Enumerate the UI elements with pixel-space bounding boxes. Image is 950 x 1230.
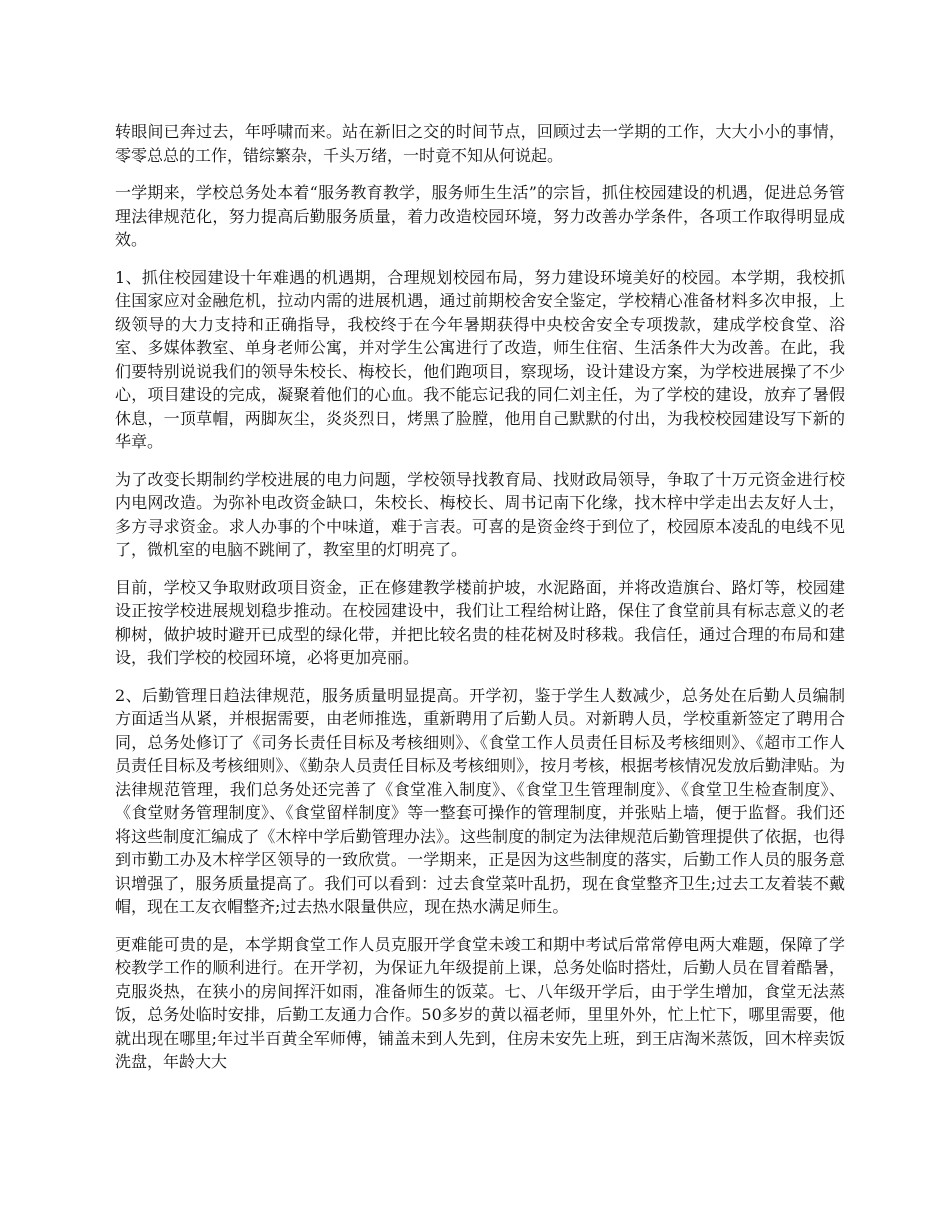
paragraph-power-grid: 为了改变长期制约学校进展的电力问题，学校领导找教育局、找财政局领导，争取了十万元资金进行校内电网改造。为弥补电改资金缺口，朱校长、梅校长、周书记南下化缘，找木梓中学走出去友好人士，多方寻求资金。求人办事的个中味道，难于言表。可喜的是资金终于到位了，校园原本凌乱的电线不见了，微机室的电脑不跳闸了，教室里的灯明亮了。 (115, 469, 845, 559)
paragraph-campus-construction: 1、抓住校园建设十年难遇的机遇期，合理规划校园布局，努力建设环境美好的校园。本学期，我校抓住国家应对金融危机，拉动内需的进展机遇，通过前期校舍安全鉴定，学校精心准备材料多次申报，上级领导的大力支持和正确指导，我校终于在今年暑期获得中央校舍安全专项拨款，建成学校食堂、浴室、多媒体教室、单身老师公寓，并对学生公寓进行了改造，师生住宿、生活条件大为改善。在此，我们要特别说说我们的领导朱校长、梅校长，他们跑项目，察现场，设计建设方案，为学校进展操了不少心，项目建设的完成，凝聚着他们的心血。我不能忘记我的同仁刘主任，为了学校的建设，放弃了暑假休息，一顶草帽，两脚灰尘，炎炎烈日，烤黑了脸膛，他用自己默默的付出，为我校校园建设写下新的华章。 (115, 267, 845, 451)
paragraph-intro: 转眼间已奔过去，年呼啸而来。站在新旧之交的时间节点，回顾过去一学期的工作，大大小小的事情，零零总总的工作，错综繁杂，千头万绪，一时竟不知从何说起。 (115, 122, 845, 165)
paragraph-overview: 一学期来，学校总务处本着“服务教育教学，服务师生生活”的宗旨，抓住校园建设的机遇，促进总务管理法律规范化，努力提高后勤服务质量，着力改造校园环境，努力改善办学条件，各项工作取得明显成效。 (115, 183, 845, 249)
paragraph-current-projects: 目前，学校又争取财政项目资金，正在修建教学楼前护坡，水泥路面，并将改造旗台、路灯等，校园建设正按学校进展规划稳步推动。在校园建设中，我们让工程给树让路，保住了食堂前具有标志意义的老柳树，做护坡时避开已成型的绿化带，并把比较名贵的桂花树及时移栽。我信任，通过合理的布局和建设，我们学校的校园环境，必将更加亮丽。 (115, 577, 845, 667)
document-body (115, 120, 845, 1088)
paragraph-canteen-staff: 更难能可贵的是，本学期食堂工作人员克服开学食堂未竣工和期中考试后常常停电两大难题，保障了学校教学工作的顺利进行。在开学初，为保证九年级提前上课，总务处临时搭灶，后勤人员在冒着酷暑，克服炎热，在狭小的房间挥汗如雨，准备师生的饭菜。七、八年级开学后，由于学生增加，食堂无法蒸饭，总务处临时安排，后勤工友通力合作。50多岁的黄以福老师，里里外外，忙上忙下，哪里需要，他就出现在哪里;年过半百黄全军师傅，铺盖未到人先到，住房未安先上班，到王店淘米蒸饭，回木梓卖饭洗盘，年龄大大 (115, 934, 845, 1071)
paragraph-logistics-management: 2、后勤管理日趋法律规范，服务质量明显提高。开学初，鉴于学生人数减少，总务处在后勤人员编制方面适当从紧，并根据需要，由老师推选，重新聘用了后勤人员。对新聘人员，学校重新签定了聘用合同，总务处修订了《司务长责任目标及考核细则》、《食堂工作人员责任目标及考核细则》、《超市工作人员责任目标及考核细则》、《勤杂人员责任目标及考核细则》，按月考核，根据考核情况发放后勤津贴。为法律规范管理，我们总务处还完善了《食堂准入制度》、《食堂卫生管理制度》、《食堂卫生检查制度》、《食堂财务管理制度》、《食堂留样制度》等一整套可操作的管理制度，并张贴上墙，便于监督。我们还将这些制度汇编成了《木梓中学后勤管理办法》。这些制度的制定为法律规范后勤管理提供了依据，也得到市勤工办及木梓学区领导的一致欣赏。一学期来，正是因为这些制度的落实，后勤工作人员的服务意识增强了，服务质量提高了。我们可以看到：过去食堂菜叶乱扔，现在食堂整齐卫生;过去工友着装不戴帽，现在工友衣帽整齐;过去热水限量供应，现在热水满足师生。 (115, 685, 845, 916)
